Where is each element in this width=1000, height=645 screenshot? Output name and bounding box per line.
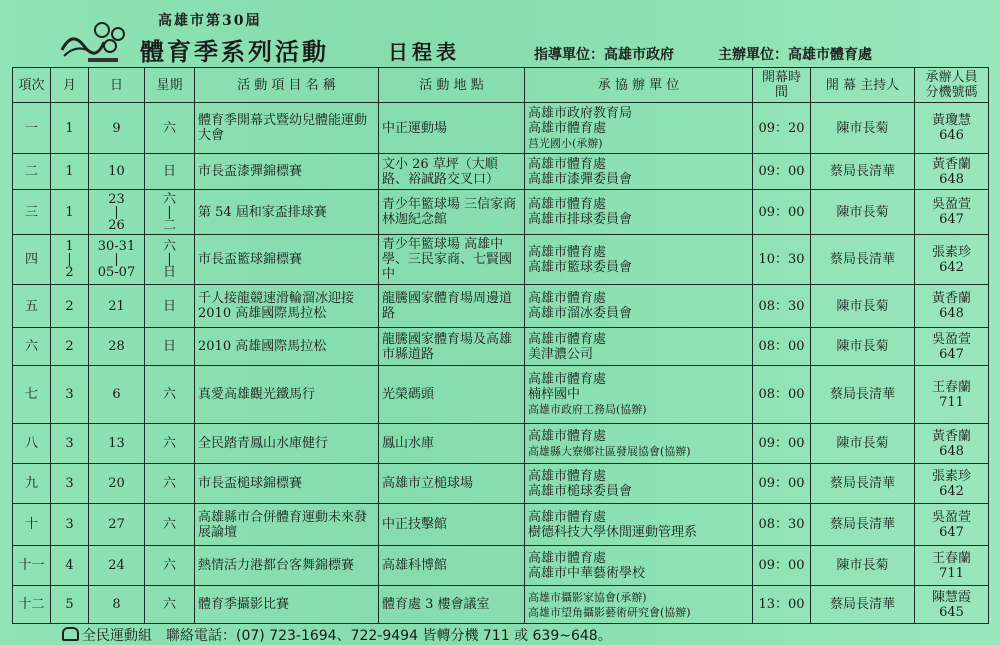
organizer-unit: 高雄縣大寮鄉社區發展協會(協辦) (528, 444, 691, 458)
organizer-units (525, 103, 753, 154)
opening-host: 蔡局長清華 (811, 366, 915, 424)
opening-time: 13：00 (753, 586, 811, 624)
organizer-unit: 高雄市體育處 (528, 244, 607, 260)
table-row (13, 464, 989, 504)
item-number: 五 (13, 285, 51, 328)
staff-name: 黃瓊慧 (931, 113, 971, 128)
staff-extension: 648 (939, 443, 964, 459)
month-cell: 3 (51, 366, 89, 424)
table-row (13, 235, 989, 285)
opening-time: 09：00 (753, 546, 811, 586)
table-row (13, 504, 989, 546)
column-header: 開幕時間 (753, 68, 811, 103)
staff-contact (915, 586, 989, 624)
staff-name: 吳盈萱 (931, 509, 971, 525)
organizer-unit: 高雄市體育處 (528, 468, 607, 484)
day-cell: 24 (89, 546, 145, 586)
page-title: 體育季系列活動 (140, 38, 329, 66)
event-venue: 高雄市立槌球場 (379, 464, 525, 504)
organizer-unit: 高雄市中華藝術學校 (528, 565, 646, 581)
column-header: 承辦人員 分機號碼 (915, 68, 989, 103)
opening-host: 蔡局長清華 (811, 235, 915, 285)
column-header: 項次 (13, 68, 51, 103)
opening-host: 陳市長菊 (811, 190, 915, 235)
opening-host: 蔡局長清華 (811, 464, 915, 504)
staff-contact (915, 190, 989, 235)
column-header: 活 動 項 目 名 稱 (195, 68, 379, 103)
opening-host: 蔡局長清華 (811, 586, 915, 624)
event-venue: 高雄科博館 (379, 546, 525, 586)
event-venue: 青少年籃球場 高雄中學、三民家商、七賢國中 (379, 235, 525, 285)
opening-host: 陳市長菊 (811, 328, 915, 366)
organizer-unit: 高雄市體育處 (528, 550, 607, 566)
month-cell: 3 (51, 504, 89, 546)
organizer-unit: 高雄市溜冰委員會 (528, 306, 633, 321)
phone-icon (62, 627, 79, 641)
month-cell: 1 (51, 190, 89, 235)
contact-text: 全民運動組 聯絡電話：(07) 723-1694、722-9494 皆轉分機 711 或 639~648。 (82, 628, 612, 644)
item-number: 三 (13, 190, 51, 235)
organizer-units (525, 546, 753, 586)
weekday-cell: 日 (145, 154, 195, 190)
weekday-cell: 六 (145, 424, 195, 464)
month-cell: 5 (51, 586, 89, 624)
day-cell: 9 (89, 103, 145, 154)
organizer-units (525, 235, 753, 285)
month-cell: 2 (51, 328, 89, 366)
opening-time: 09：00 (753, 190, 811, 235)
item-number: 十二 (13, 586, 51, 624)
opening-time: 09：20 (753, 103, 811, 154)
day-cell: 13 (89, 424, 145, 464)
staff-name: 陳慧霞 (931, 589, 971, 605)
staff-contact (915, 328, 989, 366)
event-venue: 中正運動場 (379, 103, 525, 154)
weekday-cell: 六 | 日 (145, 235, 195, 285)
staff-contact (915, 424, 989, 464)
org-line: 高雄市第30屆 (158, 13, 262, 29)
weekday-cell: 日 (145, 328, 195, 366)
opening-time: 08：30 (753, 285, 811, 328)
organizer-unit: 高雄市體育處 (528, 291, 607, 306)
table-row (13, 424, 989, 464)
organizer-unit: 高雄市攝影家協會(承辦) (528, 590, 647, 604)
organizer-unit: 高雄市排球委員會 (528, 212, 633, 227)
organizer-unit: 高雄市漆彈委員會 (528, 171, 633, 187)
item-number: 七 (13, 366, 51, 424)
table-row (13, 190, 989, 235)
staff-name: 黃香蘭 (931, 291, 971, 306)
host-unit: 主辦單位：高雄市體育處 (718, 47, 872, 63)
event-name: 千人接龍競速滑輪溜冰迎接 2010 高雄國際馬拉松 (195, 285, 379, 328)
staff-contact (915, 366, 989, 424)
column-header: 星期 (145, 68, 195, 103)
staff-name: 吳盈萱 (931, 197, 971, 212)
table-row (13, 154, 989, 190)
header (0, 0, 1000, 68)
event-venue: 青少年籃球場 三信家商林迦紀念館 (379, 190, 525, 235)
opening-host: 陳市長菊 (811, 285, 915, 328)
staff-extension: 711 (939, 565, 964, 581)
event-name: 熱情活力港都台客舞錦標賽 (195, 546, 379, 586)
table-row (13, 328, 989, 366)
opening-time: 08：00 (753, 328, 811, 366)
staff-extension: 642 (939, 259, 964, 275)
table-row (13, 586, 989, 624)
month-cell: 2 (51, 285, 89, 328)
month-cell: 1 | 2 (51, 235, 89, 285)
organizer-units (525, 504, 753, 546)
opening-time: 08：30 (753, 504, 811, 546)
staff-contact (915, 504, 989, 546)
weekday-cell: 六 (145, 546, 195, 586)
item-number: 二 (13, 154, 51, 190)
event-venue: 鳳山水庫 (379, 424, 525, 464)
weekday-cell: 六 (145, 366, 195, 424)
staff-extension: 647 (939, 212, 964, 227)
opening-time: 08：00 (753, 366, 811, 424)
staff-extension: 645 (939, 604, 964, 620)
event-name: 市長盃籃球錦標賽 (195, 235, 379, 285)
column-header: 活 動 地 點 (379, 68, 525, 103)
event-name: 高雄縣市合併體育運動未來發展論壇 (195, 504, 379, 546)
item-number: 一 (13, 103, 51, 154)
organizer-units (525, 154, 753, 190)
month-cell: 3 (51, 424, 89, 464)
opening-host: 蔡局長清華 (811, 504, 915, 546)
event-name: 體育季開幕式暨幼兒體能運動大會 (195, 103, 379, 154)
day-cell: 8 (89, 586, 145, 624)
weekday-cell: 六 (145, 504, 195, 546)
organizer-unit: 高雄市體育處 (528, 372, 607, 387)
staff-extension: 711 (939, 394, 964, 410)
day-cell: 21 (89, 285, 145, 328)
event-name: 2010 高雄國際馬拉松 (195, 328, 379, 366)
column-header: 承 協 辦 單 位 (525, 68, 753, 103)
organizer-units (525, 366, 753, 424)
event-venue: 體育處 3 樓會議室 (379, 586, 525, 624)
event-name: 市長盃槌球錦標賽 (195, 464, 379, 504)
staff-name: 張素珍 (931, 468, 971, 484)
staff-name: 王春蘭 (931, 379, 971, 395)
staff-contact (915, 103, 989, 154)
staff-name: 張素珍 (931, 244, 971, 260)
opening-host: 陳市長菊 (811, 546, 915, 586)
event-name: 真愛高雄觀光鐵馬行 (195, 366, 379, 424)
organizer-unit: 高雄市體育處 (528, 331, 607, 347)
item-number: 四 (13, 235, 51, 285)
opening-host: 蔡局長清華 (811, 154, 915, 190)
contact-footer (62, 625, 612, 645)
day-cell: 30-31 | 05-07 (89, 235, 145, 285)
organizer-unit: 美津濃公司 (528, 346, 594, 362)
event-venue: 龍騰國家體育場周邊道路 (379, 285, 525, 328)
event-name: 市長盃漆彈錦標賽 (195, 154, 379, 190)
event-venue: 光榮碼頭 (379, 366, 525, 424)
day-cell: 23 | 26 (89, 190, 145, 235)
staff-name: 王春蘭 (931, 550, 971, 566)
opening-host: 陳市長菊 (811, 103, 915, 154)
table-header-row (13, 68, 989, 103)
day-cell: 27 (89, 504, 145, 546)
weekday-cell: 六 (145, 103, 195, 154)
weekday-cell: 日 (145, 285, 195, 328)
column-header: 開 幕 主持人 (811, 68, 915, 103)
opening-time: 09：00 (753, 464, 811, 504)
organizer-unit: 楠梓國中 (528, 387, 581, 402)
month-cell: 4 (51, 546, 89, 586)
table-row (13, 285, 989, 328)
weekday-cell: 六 (145, 464, 195, 504)
weekday-cell: 六 | 二 (145, 190, 195, 235)
organizer-unit: 高雄市體育處 (528, 156, 607, 172)
day-cell: 28 (89, 328, 145, 366)
staff-extension: 648 (939, 306, 964, 321)
month-cell: 1 (51, 103, 89, 154)
staff-extension: 647 (939, 346, 964, 362)
staff-name: 黃香蘭 (931, 156, 971, 172)
opening-time: 09：00 (753, 424, 811, 464)
item-number: 八 (13, 424, 51, 464)
opening-time: 10：30 (753, 235, 811, 285)
staff-contact (915, 235, 989, 285)
staff-name: 黃香蘭 (931, 428, 971, 444)
organizer-unit: 高雄市體育處 (528, 428, 607, 444)
staff-name: 吳盈萱 (931, 331, 971, 347)
day-cell: 6 (89, 366, 145, 424)
organizer-unit: 高雄市槌球委員會 (528, 483, 633, 499)
column-header: 日 (89, 68, 145, 103)
table-row (13, 103, 989, 154)
organizer-unit: 高雄市體育處 (528, 197, 607, 212)
item-number: 十 (13, 504, 51, 546)
organizer-unit: 樹德科技大學休閒運動管理系 (528, 524, 698, 540)
schedule-label: 日程表 (388, 40, 460, 64)
month-cell: 3 (51, 464, 89, 504)
day-cell: 20 (89, 464, 145, 504)
table-row (13, 366, 989, 424)
staff-contact (915, 154, 989, 190)
staff-extension: 646 (939, 128, 964, 143)
organizer-units (525, 328, 753, 366)
organizer-unit: 高雄市政府教育局 (528, 105, 633, 121)
staff-extension: 647 (939, 524, 964, 540)
organizer-unit: 高雄市體育處 (528, 509, 607, 525)
item-number: 九 (13, 464, 51, 504)
organizer-units (525, 285, 753, 328)
organizer-unit: 高雄市籃球委員會 (528, 259, 633, 275)
item-number: 十一 (13, 546, 51, 586)
opening-time: 09：00 (753, 154, 811, 190)
sports-season-logo-icon (58, 20, 138, 64)
event-venue: 中正技擊館 (379, 504, 525, 546)
table-row (13, 546, 989, 586)
organizer-units (525, 424, 753, 464)
staff-extension: 642 (939, 483, 964, 499)
guidance-unit: 指導單位：高雄市政府 (534, 47, 674, 63)
event-name: 第 54 屆和家盃排球賽 (195, 190, 379, 235)
organizer-unit: 高雄市政府工務局(協辦) (528, 403, 647, 416)
event-name: 全民踏青鳳山水庫健行 (195, 424, 379, 464)
organizer-units (525, 464, 753, 504)
staff-contact (915, 464, 989, 504)
month-cell: 1 (51, 154, 89, 190)
organizer-units (525, 586, 753, 624)
weekday-cell: 六 (145, 586, 195, 624)
schedule-table (12, 67, 989, 624)
staff-contact (915, 285, 989, 328)
event-venue: 文小 26 草坪（大順路、裕誠路交叉口） (379, 154, 525, 190)
organizer-unit: 莒光國小(承辦) (528, 136, 603, 150)
event-name: 體育季攝影比賽 (195, 586, 379, 624)
staff-extension: 648 (939, 171, 964, 187)
item-number: 六 (13, 328, 51, 366)
opening-host: 陳市長菊 (811, 424, 915, 464)
organizer-unit: 高雄市望角攝影藝術研究會(協辦) (528, 605, 691, 619)
event-venue: 龍騰國家體育場及高雄市縣道路 (379, 328, 525, 366)
organizer-units (525, 190, 753, 235)
organizer-unit: 高雄市體育處 (528, 120, 607, 136)
staff-contact (915, 546, 989, 586)
column-header: 月 (51, 68, 89, 103)
day-cell: 10 (89, 154, 145, 190)
